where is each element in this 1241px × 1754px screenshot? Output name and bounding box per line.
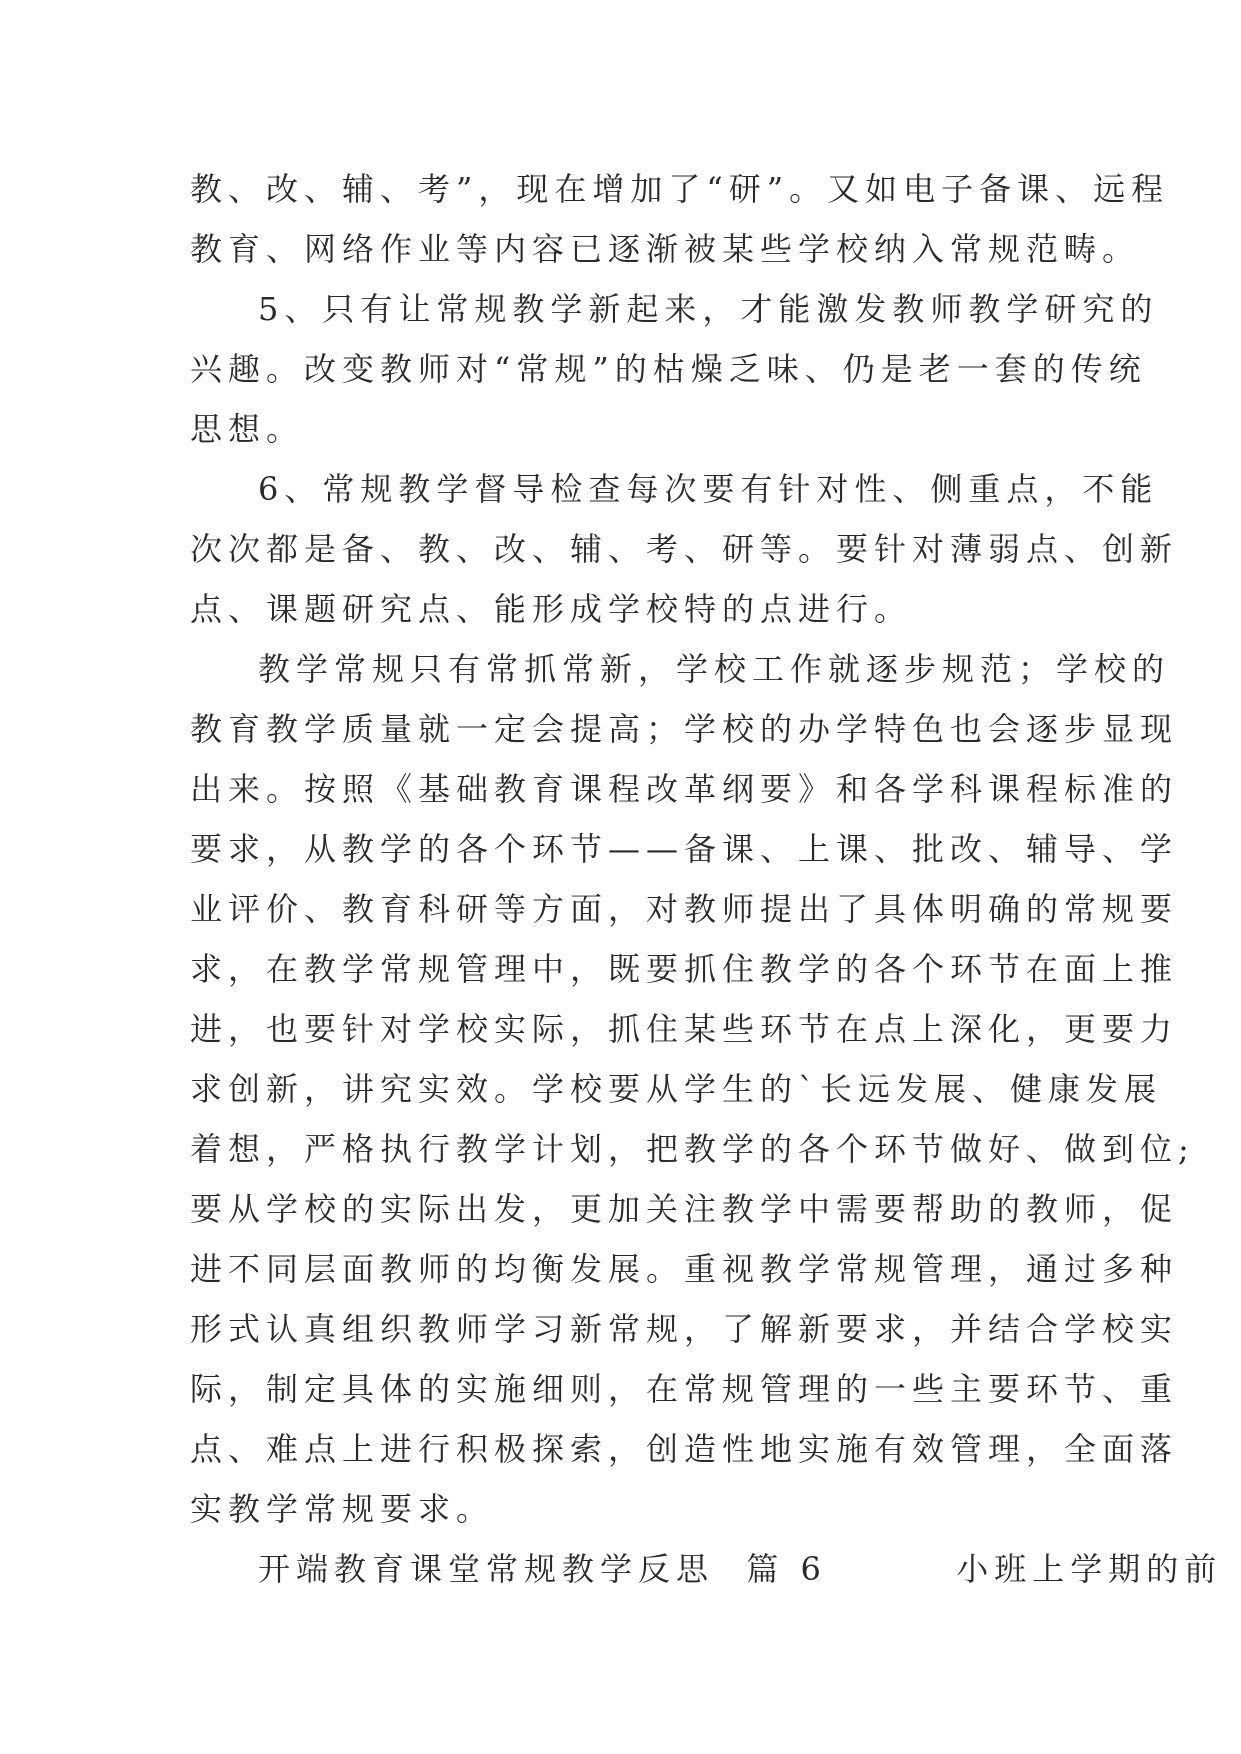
text-line: 次次都是备、教、改、辅、考、研等。要针对薄弱点、创新 [190, 530, 1179, 568]
text-line: 点、课题研究点、能形成学校特的点进行。 [190, 590, 913, 628]
text-line: 教育教学质量就一定会提高；学校的办学特色也会逐步显现 [190, 710, 1179, 748]
text-line: 业评价、教育科研等方面，对教师提出了具体明确的常规要 [190, 890, 1179, 928]
text-line: 教学常规只有常抓常新，学校工作就逐步规范；学校的 [258, 650, 1171, 688]
text-line: 5、只有让常规教学新起来，才能激发教师教学研究的 [258, 290, 1159, 328]
text-line: 形式认真组织教师学习新常规，了解新要求，并结合学校实 [190, 1310, 1179, 1348]
section-heading-line: 开端教育课堂常规教学反思 篇 6 小班上学期的前 [258, 1550, 1223, 1588]
text-line: 出来。按照《基础教育课程改革纲要》和各学科课程标准的 [190, 770, 1179, 808]
text-line: 际，制定具体的实施细则，在常规管理的一些主要环节、重 [190, 1370, 1179, 1408]
text-line: 要从学校的实际出发，更加关注教学中需要帮助的教师，促 [190, 1190, 1179, 1228]
text-line: 教育、网络作业等内容已逐渐被某些学校纳入常规范畴。 [190, 230, 1141, 268]
text-line: 点、难点上进行积极探索，创造性地实施有效管理，全面落 [190, 1430, 1179, 1468]
text-line: 求创新，讲究实效。学校要从学生的`长远发展、健康发展 [190, 1070, 1163, 1108]
text-line: 教、改、辅、考”，现在增加了“研”。又如电子备课、远程 [190, 170, 1170, 208]
text-line: 实教学常规要求。 [190, 1490, 495, 1528]
text-line: 求，在教学常规管理中，既要抓住教学的各个环节在面上推 [190, 950, 1179, 988]
text-line: 思想。 [190, 410, 305, 448]
text-line: 要求，从教学的各个环节——备课、上课、批改、辅导、学 [190, 830, 1179, 868]
text-line: 6、常规教学督导检查每次要有针对性、侧重点，不能 [258, 470, 1159, 508]
text-line: 着想，严格执行教学计划，把教学的各个环节做好、做到位; [190, 1130, 1195, 1168]
text-line: 进，也要针对学校实际，抓住某些环节在点上深化，更要力 [190, 1010, 1179, 1048]
text-line: 进不同层面教师的均衡发展。重视教学常规管理，通过多种 [190, 1250, 1179, 1288]
text-line: 兴趣。改变教师对“常规”的枯燥乏味、仍是老一套的传统 [190, 350, 1147, 388]
